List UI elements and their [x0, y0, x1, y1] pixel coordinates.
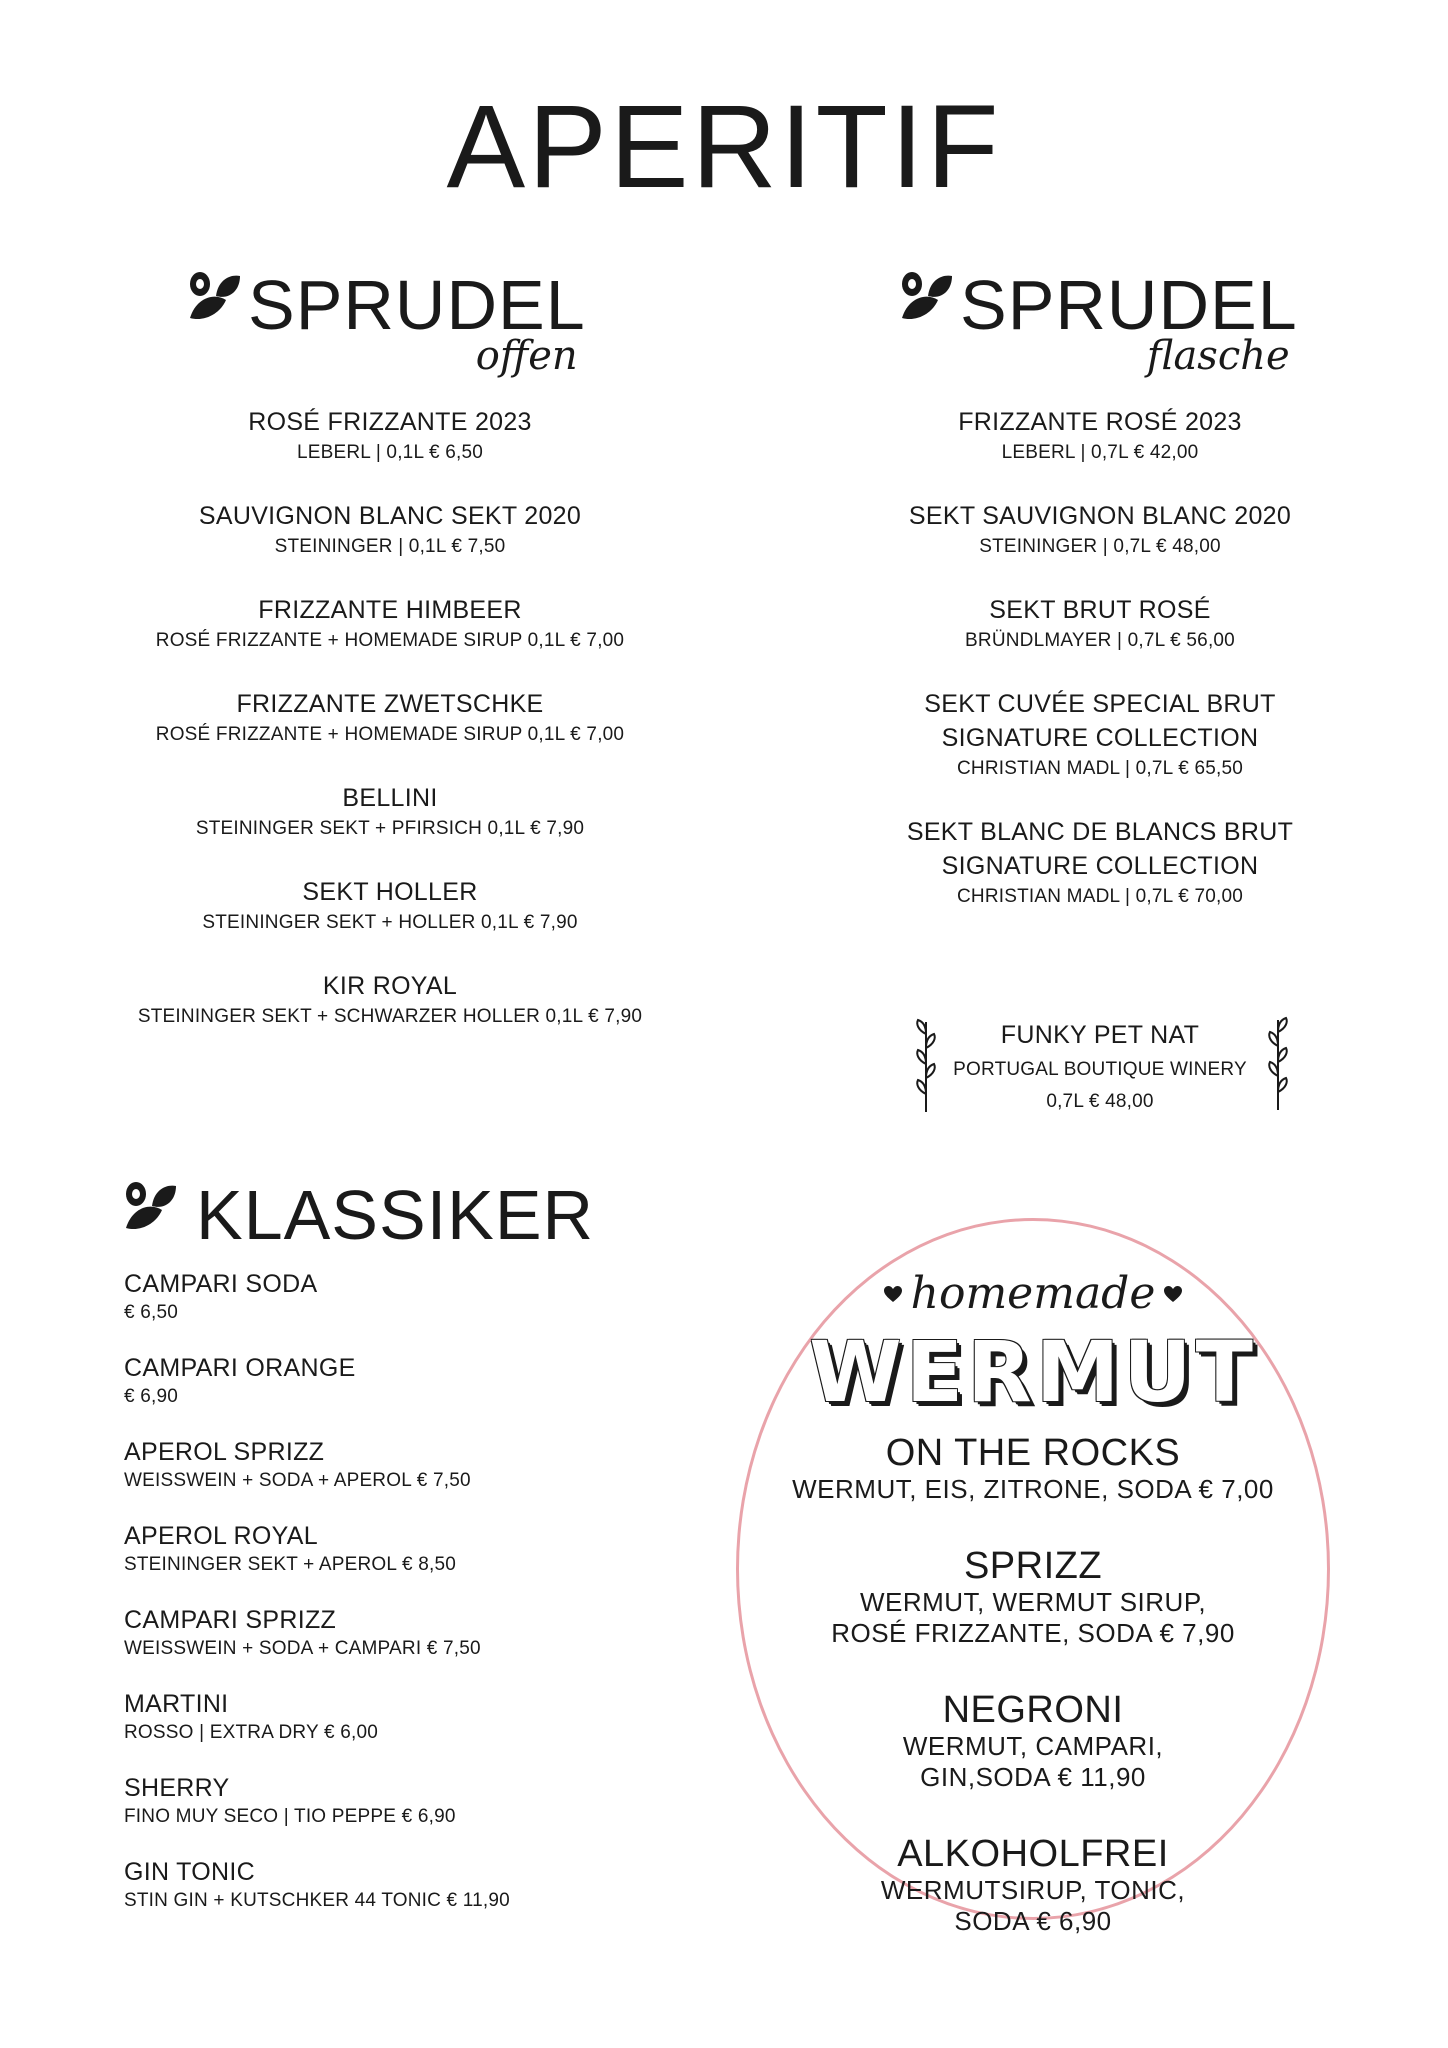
list-item — [100, 781, 680, 843]
item-desc: WERMUT, EIS, ZITRONE, SODA € 7,00 — [792, 1474, 1274, 1504]
list-item — [124, 1352, 744, 1410]
sprudel-offen-heading — [186, 266, 586, 379]
list-item — [124, 1772, 744, 1830]
list-item — [850, 687, 1350, 783]
laurel-branch-icon — [912, 1018, 940, 1114]
list-item — [850, 593, 1350, 655]
list-item — [736, 1689, 1330, 1793]
item-name: FRIZZANTE ROSÉ 2023 — [958, 408, 1242, 436]
item-desc: WERMUT, CAMPARI, — [902, 1731, 1164, 1761]
item-desc: CHRISTIAN MADL | 0,7L € 65,50 — [957, 758, 1243, 779]
item-desc: WEISSWEIN + SODA + CAMPARI € 7,50 — [124, 1638, 481, 1659]
item-name: APEROL ROYAL — [124, 1522, 318, 1550]
item-desc: FINO MUY SECO | TIO PEPPE € 6,90 — [124, 1806, 456, 1827]
item-name: ROSÉ FRIZZANTE 2023 — [248, 408, 532, 436]
sprudel-flasche-subtitle: flasche — [1146, 333, 1290, 379]
item-desc: ROSÉ FRIZZANTE + HOMEMADE SIRUP 0,1L € 7,00 — [155, 724, 625, 745]
leaf-sprig-icon — [122, 1180, 178, 1234]
item-name: SPRIZZ — [963, 1545, 1103, 1587]
item-desc: WERMUT, WERMUT SIRUP, — [859, 1587, 1207, 1617]
item-name: SEKT BRUT ROSÉ — [989, 596, 1211, 624]
item-desc: STEININGER | 0,7L € 48,00 — [979, 536, 1221, 557]
leaf-sprig-icon — [898, 270, 954, 324]
item-name: KIR ROYAL — [322, 972, 458, 1000]
heart-icon — [883, 1285, 903, 1303]
item-name: SEKT HOLLER — [302, 878, 478, 906]
item-desc: STIN GIN + KUTSCHKER 44 TONIC € 11,90 — [124, 1890, 510, 1911]
list-item — [100, 875, 680, 937]
item-name: ALKOHOLFREI — [897, 1833, 1169, 1875]
item-desc: WEISSWEIN + SODA + APEROL € 7,50 — [124, 1470, 471, 1491]
item-name: NEGRONI — [942, 1689, 1124, 1731]
klassiker-list — [124, 1268, 744, 1940]
list-item — [100, 687, 680, 749]
page-title: APERITIF — [446, 81, 1002, 213]
list-item — [124, 1268, 744, 1326]
sprudel-flasche-heading — [898, 266, 1298, 379]
item-name: SAUVIGNON BLANC SEKT 2020 — [198, 502, 582, 530]
list-item — [124, 1436, 744, 1494]
list-item — [850, 815, 1350, 911]
list-item — [124, 1604, 744, 1662]
item-desc: WERMUTSIRUP, TONIC, — [880, 1875, 1186, 1905]
sprudel-flasche-list — [850, 405, 1350, 943]
list-item — [850, 405, 1350, 467]
list-item — [100, 593, 680, 655]
list-item — [850, 499, 1350, 561]
item-desc: € 6,50 — [124, 1302, 179, 1323]
item-desc-line2: SODA € 6,90 — [954, 1906, 1112, 1936]
item-name: FRIZZANTE ZWETSCHKE — [236, 690, 544, 718]
item-name: FUNKY PET NAT — [1000, 1021, 1200, 1049]
item-desc: CHRISTIAN MADL | 0,7L € 70,00 — [957, 886, 1243, 907]
klassiker-heading — [122, 1176, 595, 1254]
leaf-sprig-icon — [186, 270, 242, 324]
sprudel-flasche-title: SPRUDEL — [960, 266, 1298, 344]
item-name: MARTINI — [124, 1690, 229, 1718]
sprudel-offen-list — [100, 405, 680, 1063]
item-name: CAMPARI SPRIZZ — [124, 1606, 337, 1634]
item-name-line2: SIGNATURE COLLECTION — [941, 724, 1259, 752]
item-desc-line2: GIN,SODA € 11,90 — [920, 1762, 1146, 1792]
item-desc: ROSÉ FRIZZANTE + HOMEMADE SIRUP 0,1L € 7,00 — [155, 630, 625, 651]
item-name: SEKT SAUVIGNON BLANC 2020 — [908, 502, 1292, 530]
list-item — [124, 1856, 744, 1914]
item-name: ON THE ROCKS — [885, 1432, 1181, 1474]
item-desc: ROSSO | EXTRA DRY € 6,00 — [124, 1722, 379, 1743]
item-desc: STEININGER SEKT + PFIRSICH 0,1L € 7,90 — [195, 818, 585, 839]
item-name: APEROL SPRIZZ — [124, 1438, 325, 1466]
item-name-line2: SIGNATURE COLLECTION — [941, 852, 1259, 880]
klassiker-title: KLASSIKER — [196, 1176, 595, 1254]
sprudel-offen-title: SPRUDEL — [248, 266, 586, 344]
list-item — [100, 499, 680, 561]
item-desc: PORTUGAL BOUTIQUE WINERY — [953, 1059, 1247, 1080]
list-item — [736, 1545, 1330, 1649]
item-name: CAMPARI ORANGE — [124, 1354, 356, 1382]
item-desc-line2: ROSÉ FRIZZANTE, SODA € 7,90 — [831, 1618, 1235, 1648]
laurel-branch-icon — [1264, 1016, 1292, 1112]
wermut-title: WERMUT — [809, 1323, 1257, 1421]
item-name: FRIZZANTE HIMBEER — [258, 596, 522, 624]
item-desc: € 6,90 — [124, 1386, 179, 1407]
list-item — [736, 1833, 1330, 1937]
item-name: SEKT BLANC DE BLANCS BRUT — [906, 818, 1294, 846]
sprudel-offen-subtitle: offen — [475, 333, 578, 379]
list-item — [100, 969, 680, 1031]
item-name: BELLINI — [342, 784, 438, 812]
item-price: 0,7L € 48,00 — [1046, 1091, 1154, 1112]
list-item — [124, 1520, 744, 1578]
list-item — [100, 405, 680, 467]
item-name: GIN TONIC — [124, 1858, 255, 1886]
heart-icon — [1163, 1285, 1183, 1303]
item-desc: STEININGER SEKT + SCHWARZER HOLLER 0,1L € 7,90 — [137, 1006, 643, 1027]
item-desc: STEININGER SEKT + APEROL € 8,50 — [124, 1554, 456, 1575]
item-name: SEKT CUVÉE SPECIAL BRUT — [924, 690, 1276, 718]
wermut-list — [736, 1432, 1330, 1937]
item-name: SHERRY — [124, 1774, 230, 1802]
item-name: CAMPARI SODA — [124, 1270, 318, 1298]
item-desc: STEININGER SEKT + HOLLER 0,1L € 7,90 — [202, 912, 578, 933]
item-desc: BRÜNDLMAYER | 0,7L € 56,00 — [965, 630, 1235, 651]
item-desc: LEBERL | 0,1L € 6,50 — [296, 442, 484, 463]
wermut-top-line — [736, 1268, 1330, 1319]
wermut-homemade: homemade — [910, 1268, 1156, 1319]
item-desc: LEBERL | 0,7L € 42,00 — [1001, 442, 1199, 463]
item-desc: STEININGER | 0,1L € 7,50 — [274, 536, 506, 557]
wermut-section — [736, 1268, 1330, 1967]
list-item — [736, 1432, 1330, 1505]
list-item — [124, 1688, 744, 1746]
